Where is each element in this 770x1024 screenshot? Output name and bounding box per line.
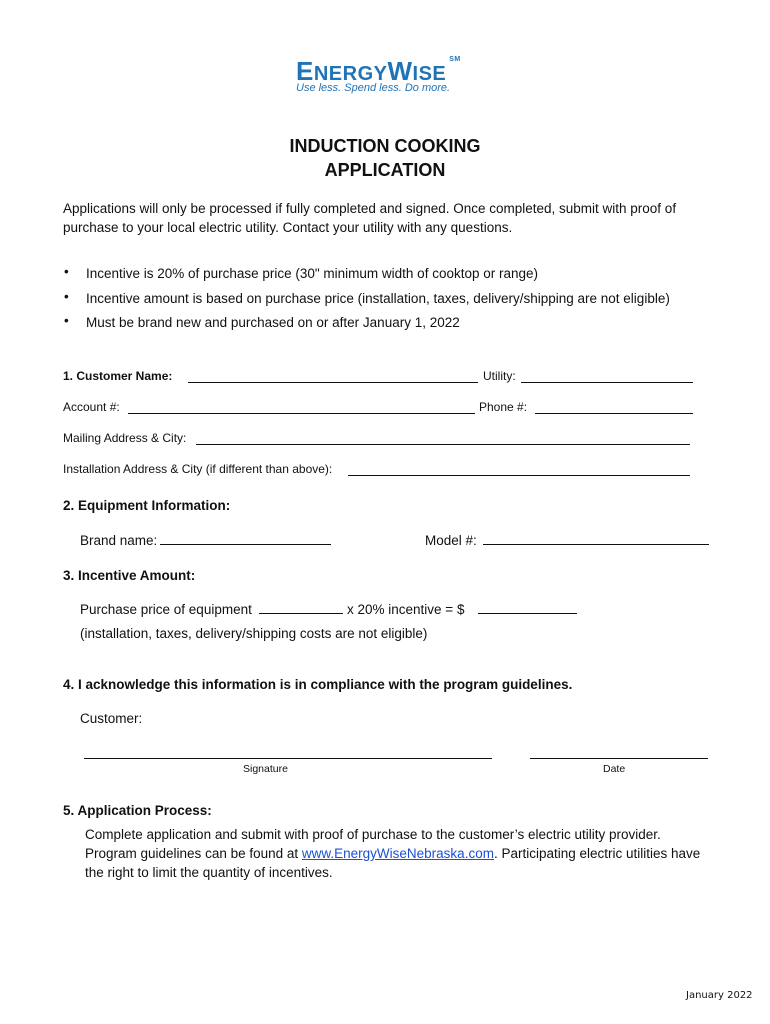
purchase-price-label: Purchase price of equipment [80, 602, 252, 617]
phone-label: Phone #: [479, 400, 528, 414]
logo-nergy: NERGY [313, 63, 388, 85]
bullet-2: Incentive amount is based on purchase price (installation, taxes, delivery/shipping are not eligible) [86, 291, 670, 306]
equipment-heading: 2. Equipment Information: [63, 498, 231, 513]
bullet-1: Incentive is 20% of purchase price (30" minimum width of cooktop or range) [86, 266, 539, 281]
incentive-heading: 3. Incentive Amount: [63, 568, 196, 583]
utility-label: Utility: [483, 369, 516, 383]
brand-name-field[interactable] [160, 531, 331, 545]
title-line-2: APPLICATION [324, 160, 446, 180]
process-line-3: the right to limit the quantity of incentives. [85, 865, 333, 880]
process-line-2-post: . Participating electric utilities have [493, 846, 701, 861]
intro-line-1: Applications will only be processed if fully completed and signed. Once completed, submit with proof of [63, 201, 677, 216]
utility-field[interactable] [521, 369, 693, 383]
acknowledge-heading: 4. I acknowledge this information is in compliance with the program guidelines. [63, 677, 573, 692]
mailing-address-label: Mailing Address & City: [63, 431, 187, 445]
process-line-1: Complete application and submit with proof of purchase to the customer’s electric utility provider. [85, 827, 661, 842]
date-field[interactable] [530, 745, 708, 759]
logo-tagline: Use less. Spend less. Do more. [296, 82, 451, 94]
bullet-dot: • [64, 264, 69, 279]
logo-w: W [387, 56, 413, 86]
process-line-2-pre: Program guidelines can be found at [85, 846, 302, 861]
bullet-dot: • [64, 313, 69, 328]
incentive-formula: x 20% incentive = $ [347, 602, 465, 617]
logo-e: E [296, 56, 314, 86]
energywise-website-link[interactable]: www.EnergyWiseNebraska.com [301, 846, 494, 861]
incentive-note: (installation, taxes, delivery/shipping costs are not eligible) [80, 626, 428, 641]
logo-ise: ISE [412, 63, 447, 85]
process-heading: 5. Application Process: [63, 803, 212, 818]
signature-caption: Signature [243, 763, 288, 775]
footer-date: January 2022 [686, 990, 753, 1001]
logo-sm: SM [449, 56, 461, 63]
brand-name-label: Brand name: [80, 533, 158, 548]
bullet-3: Must be brand new and purchased on or after January 1, 2022 [86, 315, 460, 330]
phone-field[interactable] [535, 400, 693, 414]
account-label: Account #: [63, 400, 120, 414]
installation-address-label: Installation Address & City (if different than above): [63, 462, 333, 476]
model-field[interactable] [483, 531, 709, 545]
customer-name-field[interactable] [188, 369, 478, 383]
date-caption: Date [603, 763, 626, 775]
signature-field[interactable] [84, 745, 492, 759]
bullet-dot: • [64, 289, 69, 304]
customer-label: Customer: [80, 711, 143, 726]
installation-address-field[interactable] [348, 462, 690, 476]
mailing-address-field[interactable] [196, 431, 690, 445]
incentive-amount-field[interactable] [478, 600, 577, 614]
title-line-1: INDUCTION COOKING [289, 136, 481, 156]
account-field[interactable] [128, 400, 475, 414]
process-line-2 [85, 844, 700, 863]
customer-name-label: 1. Customer Name: [63, 369, 173, 383]
purchase-price-field[interactable] [259, 600, 343, 614]
intro-line-2: purchase to your local electric utility. Contact your utility with any questions. [63, 220, 513, 235]
model-label: Model #: [425, 533, 477, 548]
